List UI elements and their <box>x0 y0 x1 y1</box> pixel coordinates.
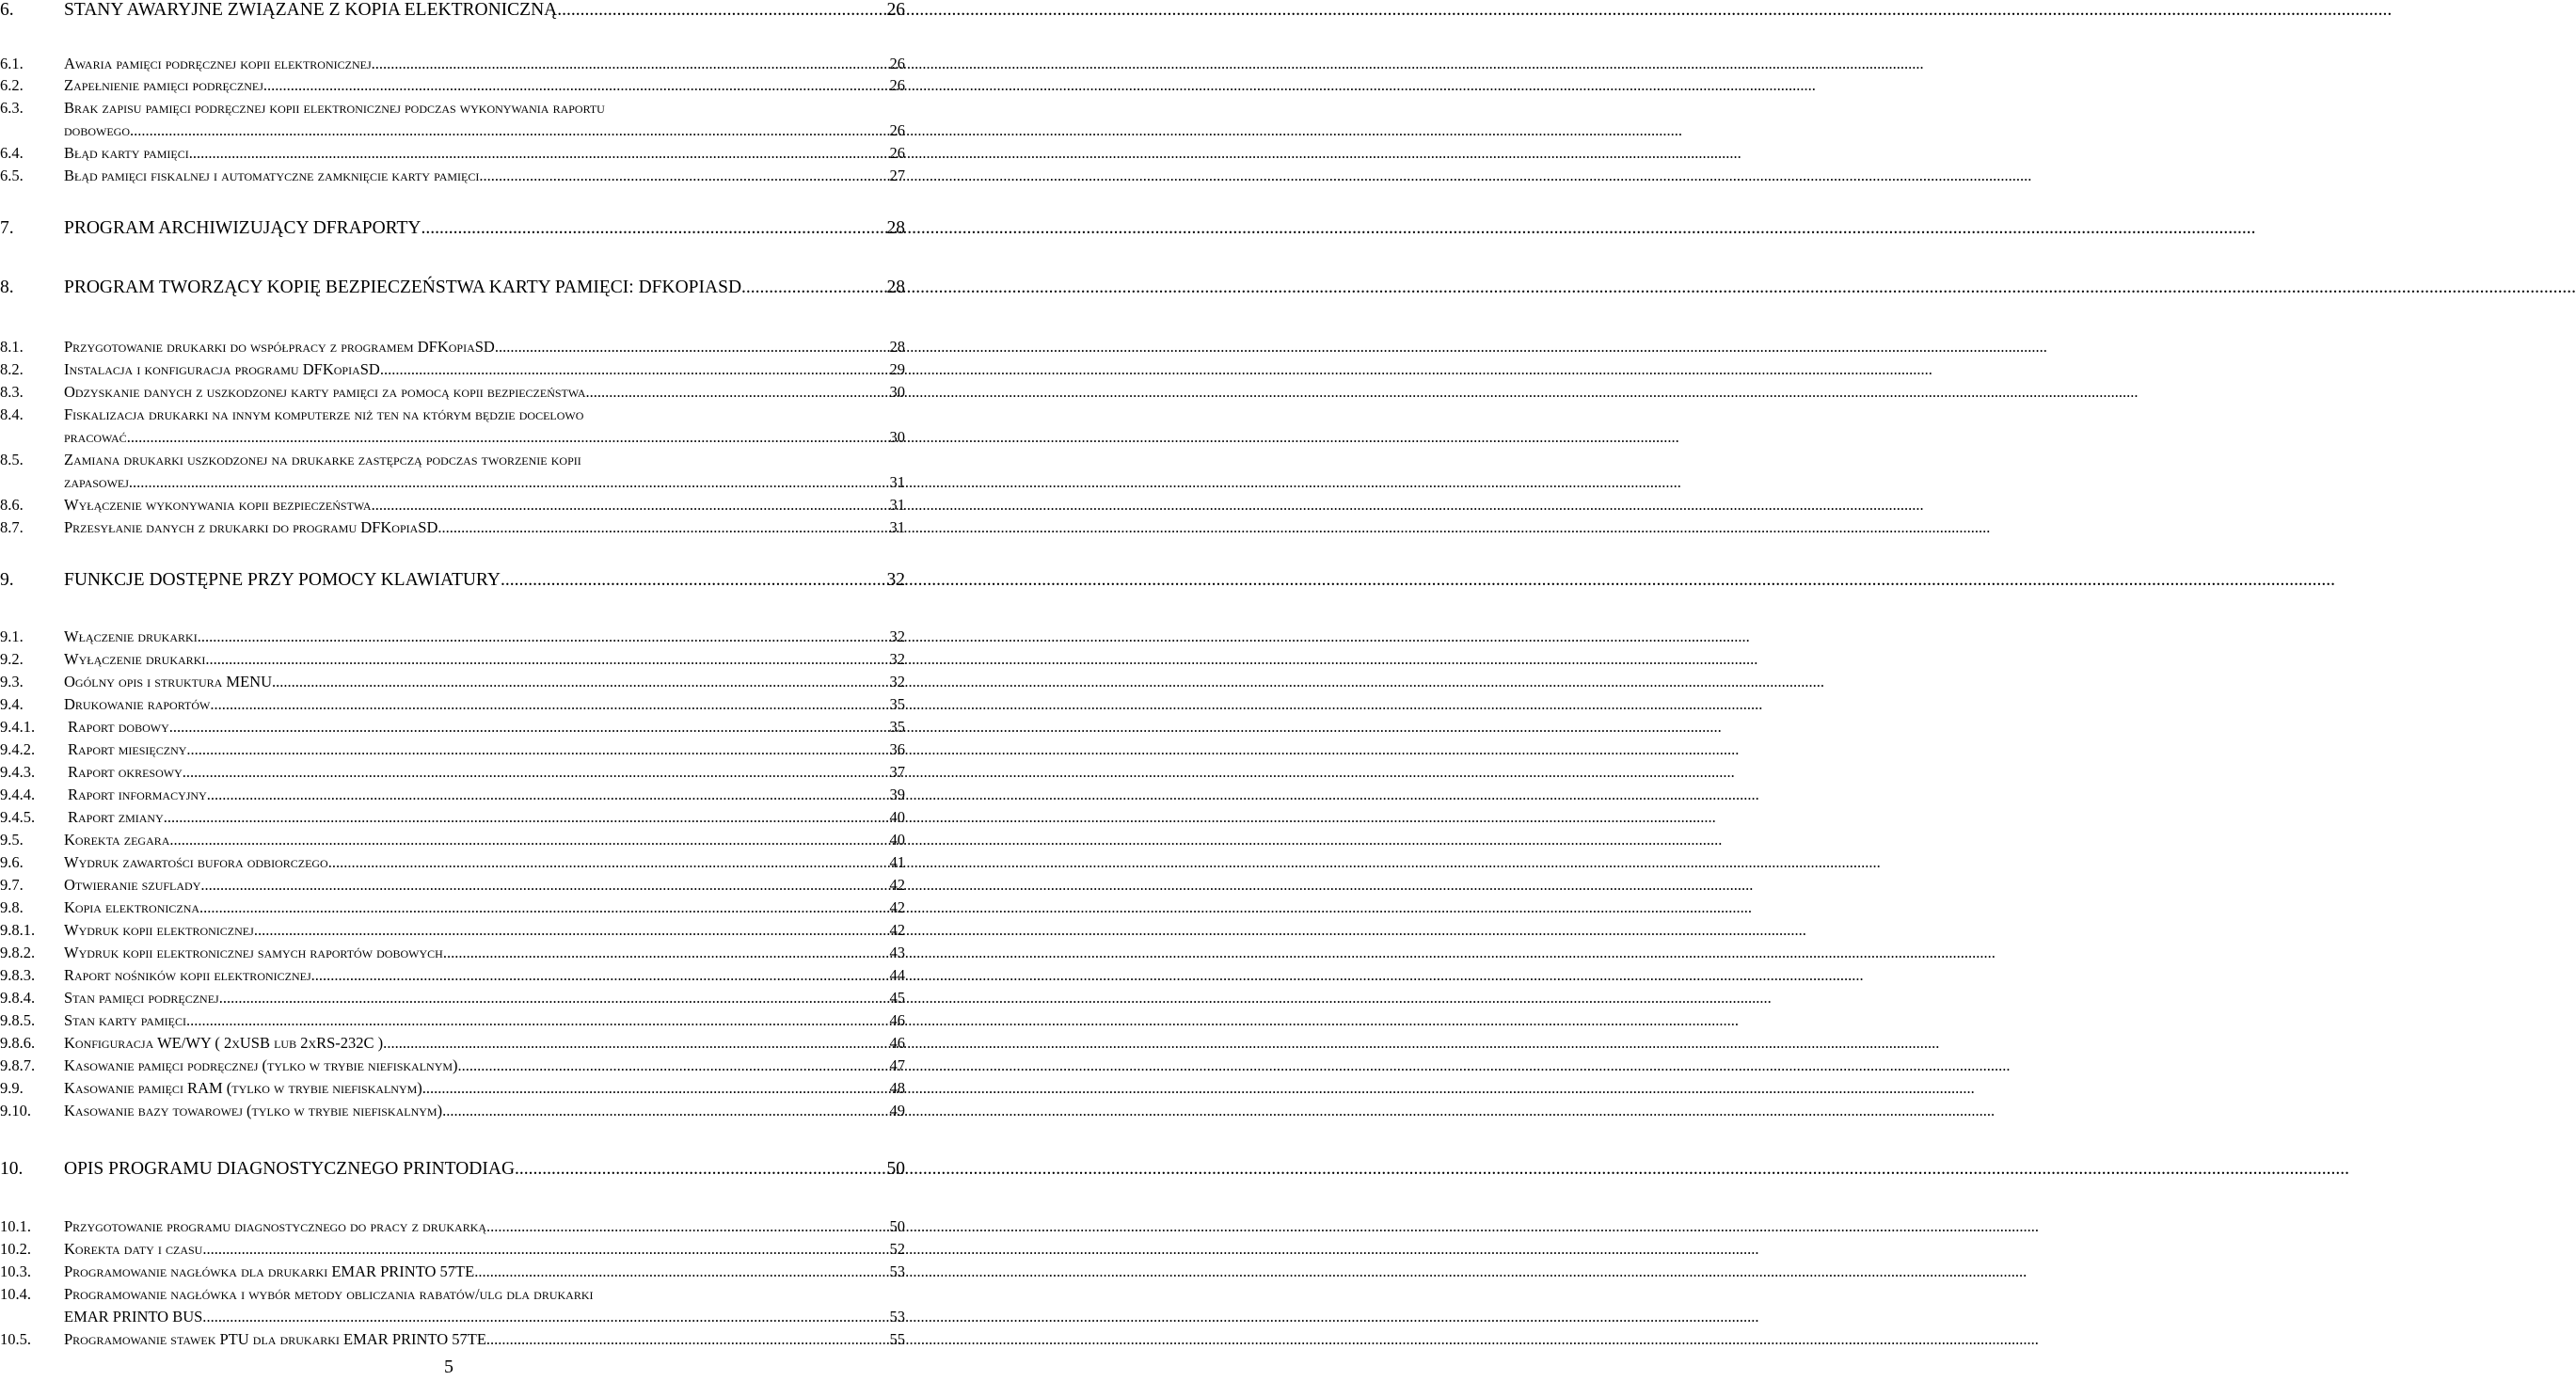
toc-page: 28 <box>889 338 905 356</box>
toc-entry[interactable] <box>0 1078 905 1099</box>
toc-entry[interactable] <box>0 278 905 298</box>
toc-number: 10.4. <box>0 1285 31 1303</box>
toc-page: 29 <box>889 360 905 378</box>
toc-page: 37 <box>889 763 905 781</box>
toc-page: 30 <box>889 428 905 446</box>
toc-title: Kasowanie pamięci RAM (tylko w trybie niefiskalnym) <box>64 1079 422 1097</box>
toc-title: FUNKCJE DOSTĘPNE PRZY POMOCY KLAWIATURY <box>64 570 501 590</box>
toc-entry[interactable] <box>0 98 905 119</box>
toc-entry[interactable] <box>0 920 905 941</box>
toc-page: 46 <box>889 1011 905 1029</box>
toc-title: Drukowanie raportów <box>64 695 211 713</box>
toc-page: 43 <box>889 944 905 961</box>
page-number: 5 <box>444 1357 453 1377</box>
toc-entry-continuation[interactable] <box>0 427 905 448</box>
toc-page: 42 <box>889 921 905 939</box>
toc-page: 42 <box>889 898 905 916</box>
leader-dots <box>186 739 888 760</box>
toc-entry[interactable] <box>0 1010 905 1031</box>
toc-title: Błąd karty pamięci <box>64 144 189 162</box>
toc-number: 8. <box>0 278 14 297</box>
toc-page: 50 <box>889 1217 905 1235</box>
toc-page: 32 <box>889 627 905 645</box>
toc-title: Raport okresowy <box>68 763 183 781</box>
toc-number: 8.1. <box>0 338 24 356</box>
toc-entry[interactable] <box>0 495 905 516</box>
toc-title: Błąd pamięci fiskalnej i automatyczne zamknięcie karty pamięci <box>64 167 480 184</box>
toc-entry[interactable] <box>0 450 905 470</box>
toc-number: 9.8.3. <box>0 966 36 984</box>
toc-number: 10.1. <box>0 1217 31 1235</box>
toc-entry[interactable] <box>0 1239 905 1260</box>
toc-title: Raport miesięczny <box>68 740 187 758</box>
toc-entry[interactable] <box>0 382 905 403</box>
leader-dots <box>586 382 889 403</box>
toc-number: 10.3. <box>0 1262 31 1280</box>
toc-entry[interactable] <box>0 75 905 96</box>
leader-dots <box>372 54 889 74</box>
leader-dots <box>200 875 888 896</box>
toc-title: PROGRAM TWORZĄCY KOPIĘ BEZPIECZEŃSTWA KARTY PAMIĘCI: DFKOPIASD <box>64 278 742 297</box>
toc-entry[interactable] <box>0 785 905 805</box>
toc-page: 40 <box>889 831 905 849</box>
toc-number: 9.8.1. <box>0 921 36 939</box>
leader-dots <box>169 717 889 738</box>
leader-dots <box>443 943 889 963</box>
toc-title: Wydruk kopii elektronicznej <box>64 921 254 939</box>
toc-entry[interactable] <box>0 672 905 692</box>
toc-page: 45 <box>889 989 905 1007</box>
leader-dots <box>557 0 885 21</box>
toc-page: 52 <box>889 1240 905 1258</box>
toc-entry-continuation[interactable] <box>0 120 905 141</box>
toc-page: 26 <box>889 76 905 94</box>
leader-dots <box>219 988 889 1008</box>
toc-number: 9.6. <box>0 853 24 871</box>
toc-page: 42 <box>889 876 905 894</box>
toc-title: Awaria pamięci podręcznej kopii elektronicznej <box>64 55 372 72</box>
toc-page: 28 <box>886 218 905 238</box>
leader-dots <box>442 1101 888 1121</box>
leader-dots <box>272 672 888 692</box>
leader-dots <box>387 1033 888 1054</box>
leader-dots <box>207 785 889 805</box>
toc-number: 9. <box>0 570 14 590</box>
toc-title: Wyłączenie drukarki <box>64 650 206 668</box>
leader-dots <box>210 694 888 715</box>
toc-title: Brak zapisu pamięci podręcznej kopii elektronicznej podczas wykonywania raportu <box>64 99 605 117</box>
leader-dots <box>486 1216 888 1237</box>
leader-dots <box>164 807 889 828</box>
leader-dots <box>183 762 889 783</box>
toc-title: Raport nośników kopii elektronicznej <box>64 966 311 984</box>
toc-title: Wyłączenie wykonywania kopii bezpieczeństwa <box>64 496 372 514</box>
toc-number: 9.5. <box>0 831 24 849</box>
toc-title: Stan pamięci podręcznej <box>64 989 219 1007</box>
toc-page: 27 <box>889 167 905 184</box>
toc-title-continuation: pracować <box>64 428 127 446</box>
toc-entry[interactable] <box>0 627 905 647</box>
toc-number: 6.1. <box>0 55 24 72</box>
leader-dots <box>741 278 885 298</box>
toc-entry[interactable] <box>0 830 905 850</box>
toc-title: Raport dobowy <box>68 718 169 736</box>
leader-dots <box>205 649 888 670</box>
toc-entry[interactable] <box>0 717 905 738</box>
leader-dots <box>474 1262 888 1282</box>
toc-number: 9.7. <box>0 876 24 894</box>
toc-number: 6. <box>0 0 14 20</box>
toc-page: 26 <box>889 144 905 162</box>
leader-dots <box>199 897 888 918</box>
toc-entry[interactable] <box>0 649 905 670</box>
toc-number: 8.2. <box>0 360 24 378</box>
leader-dots <box>458 1056 889 1076</box>
toc-title: Konfiguracja WE/WY ( 2xUSB lub 2xRS-232C ). <box>64 1034 388 1052</box>
leader-dots <box>263 75 889 96</box>
toc-entry[interactable] <box>0 405 905 425</box>
toc-entry[interactable] <box>0 517 905 538</box>
toc-entry[interactable] <box>0 0 905 21</box>
toc-entry[interactable] <box>0 570 905 591</box>
leader-dots <box>422 1078 889 1099</box>
toc-page: 39 <box>889 786 905 803</box>
toc-title-continuation: zapasowej <box>64 473 129 491</box>
toc-title: Kopia elektroniczna <box>64 898 200 916</box>
leader-dots <box>486 1329 889 1350</box>
toc-entry[interactable] <box>0 694 905 715</box>
toc-entry[interactable] <box>0 762 905 783</box>
toc-title: Raport zmiany <box>68 808 164 826</box>
leader-dots <box>127 427 889 448</box>
toc-entry[interactable] <box>0 1329 905 1350</box>
toc-number: 9.4.2. <box>0 740 36 758</box>
toc-page: 44 <box>889 966 905 984</box>
leader-dots <box>501 570 886 591</box>
toc-entry[interactable] <box>0 1056 905 1076</box>
toc-number: 9.8.7. <box>0 1056 36 1074</box>
toc-page: 26 <box>886 0 905 20</box>
toc-number: 9.4.4. <box>0 786 36 803</box>
leader-dots <box>129 472 889 493</box>
toc-page: 41 <box>889 853 905 871</box>
toc-number: 8.3. <box>0 383 24 401</box>
leader-dots <box>495 337 889 357</box>
leader-dots <box>372 495 889 516</box>
toc-title: Zamiana drukarki uszkodzonej na drukarke zastępczą podczas tworzenie kopii <box>64 451 581 468</box>
toc-entry[interactable] <box>0 337 905 357</box>
leader-dots <box>421 218 886 239</box>
toc-page: 53 <box>889 1262 905 1280</box>
toc-number: 9.10. <box>0 1102 31 1119</box>
toc-page: 26 <box>889 121 905 139</box>
leader-dots <box>186 1010 889 1031</box>
toc-title: Korekta zegara <box>64 831 170 849</box>
leader-dots <box>130 120 889 141</box>
toc-number: 9.8.5. <box>0 1011 36 1029</box>
toc-title: Włączenie drukarki <box>64 627 198 645</box>
toc-number: 9.2. <box>0 650 24 668</box>
leader-dots <box>254 920 889 941</box>
toc-number: 10.5. <box>0 1330 31 1348</box>
toc-title: Przygotowanie programu diagnostycznego do pracy z drukarką <box>64 1217 487 1235</box>
toc-page: 31 <box>889 518 905 536</box>
toc-page: 55 <box>889 1330 905 1348</box>
toc-entry[interactable] <box>0 807 905 828</box>
toc-page: 26 <box>889 55 905 72</box>
toc-title: Programowanie nagłówka i wybór metody obliczania rabatów/ulg dla drukarki <box>64 1285 594 1303</box>
toc-title: Wydruk zawartości bufora odbiorczego <box>64 853 328 871</box>
toc-title: Programowanie stawek PTU dla drukarki EMAR PRINTO 57TE <box>64 1330 486 1348</box>
toc-title: Stan karty pamięci <box>64 1011 186 1029</box>
toc-number: 9.4.5. <box>0 808 36 826</box>
toc-number: 9.4.1. <box>0 718 36 736</box>
toc-title: Korekta daty i czasu. <box>64 1240 207 1258</box>
toc-number: 9.4. <box>0 695 24 713</box>
toc-page: 32 <box>886 570 905 590</box>
toc-title: Raport informacyjny <box>68 786 207 803</box>
leader-dots <box>437 517 888 538</box>
toc-page: 35 <box>889 695 905 713</box>
toc-page: 28 <box>886 278 905 297</box>
toc-page: 32 <box>889 673 905 690</box>
toc-page: 46 <box>889 1034 905 1052</box>
toc-page: 30 <box>889 383 905 401</box>
toc-title: Ogólny opis i struktura MENU <box>64 673 273 690</box>
toc-page: 31 <box>889 496 905 514</box>
toc-entry-continuation[interactable] <box>0 1307 905 1327</box>
toc-entry[interactable] <box>0 965 905 986</box>
leader-dots <box>206 1239 888 1260</box>
toc-page: 53 <box>889 1308 905 1325</box>
toc-title: Kasowanie pamięci podręcznej (tylko w trybie niefiskalnym) <box>64 1056 458 1074</box>
toc-page: 35 <box>889 718 905 736</box>
toc-entry[interactable] <box>0 1159 905 1180</box>
toc-page: 50 <box>886 1159 905 1179</box>
toc-title: STANY AWARYJNE ZWIĄZANE Z KOPIA ELEKTRONICZNĄ <box>64 0 558 20</box>
toc-number: 6.4. <box>0 144 24 162</box>
toc-entry[interactable] <box>0 143 905 164</box>
toc-title-continuation: dobowego <box>64 121 130 139</box>
toc-entry[interactable] <box>0 1284 905 1305</box>
toc-page: 36 <box>889 740 905 758</box>
toc-title: Programowanie nagłówka dla drukarki EMAR PRINTO 57TE <box>64 1262 475 1280</box>
toc-number: 9.1. <box>0 627 24 645</box>
toc-title: Przesyłanie danych z drukarki do programu DFKopiaSD <box>64 518 438 536</box>
leader-dots <box>515 1159 885 1180</box>
toc-title: Odzyskanie danych z uszkodzonej karty pamięci za pomocą kopii bezpieczeństwa <box>64 383 586 401</box>
toc-entry[interactable] <box>0 852 905 873</box>
toc-entry[interactable] <box>0 1262 905 1282</box>
leader-dots <box>380 359 889 380</box>
toc-number: 9.8.2. <box>0 944 36 961</box>
toc-entry-continuation[interactable] <box>0 472 905 493</box>
leader-dots <box>311 965 889 986</box>
toc-number: 6.3. <box>0 99 24 117</box>
leader-dots <box>169 830 888 850</box>
toc-page: 48 <box>889 1079 905 1097</box>
toc-title: Fiskalizacja drukarki na innym komputerze niż ten na którym będzie docelowo <box>64 405 584 423</box>
toc-title: Przygotowanie drukarki do współpracy z programem DFKopiaSD <box>64 338 495 356</box>
toc-number: 10. <box>0 1159 24 1179</box>
toc-entry[interactable] <box>0 359 905 380</box>
toc-number: 8.6. <box>0 496 24 514</box>
toc-page: 32 <box>889 650 905 668</box>
toc-page: 49 <box>889 1102 905 1119</box>
toc-entry[interactable] <box>0 739 905 760</box>
toc-entry[interactable] <box>0 166 905 186</box>
toc-number: 8.5. <box>0 451 24 468</box>
toc-page: 40 <box>889 808 905 826</box>
toc-entry[interactable] <box>0 875 905 896</box>
toc-entry[interactable] <box>0 1216 905 1237</box>
leader-dots <box>479 166 888 186</box>
toc-entry[interactable] <box>0 943 905 963</box>
toc-entry[interactable] <box>0 54 905 74</box>
toc-page: 31 <box>889 473 905 491</box>
toc-title: Zapełnienie pamięci podręcznej <box>64 76 263 94</box>
leader-dots <box>198 627 889 647</box>
toc-number: 10.2. <box>0 1240 31 1258</box>
toc-number: 8.4. <box>0 405 24 423</box>
toc-title: PROGRAM ARCHIWIZUJĄCY DFRAPORTY <box>64 218 421 238</box>
toc-number: 6.5. <box>0 167 24 184</box>
leader-dots <box>206 1307 888 1327</box>
toc-entry[interactable] <box>0 897 905 918</box>
toc-title: Otwieranie szuflady <box>64 876 201 894</box>
toc-number: 7. <box>0 218 14 238</box>
toc-title: Wydruk kopii elektronicznej samych raportów dobowych <box>64 944 443 961</box>
toc-title: Instalacja i konfiguracja programu DFKopiaSD <box>64 360 380 378</box>
toc-number: 9.8.6. <box>0 1034 36 1052</box>
toc-number: 9.8. <box>0 898 24 916</box>
toc-number: 8.7. <box>0 518 24 536</box>
leader-dots <box>328 852 889 873</box>
toc-entry[interactable] <box>0 1033 905 1054</box>
toc-title: Kasowanie bazy towarowej (tylko w trybie niefiskalnym) <box>64 1102 443 1119</box>
toc-entry[interactable] <box>0 218 905 239</box>
toc-number: 9.4.3. <box>0 763 36 781</box>
toc-number: 6.2. <box>0 76 24 94</box>
toc-title: OPIS PROGRAMU DIAGNOSTYCZNEGO PRINTODIAG <box>64 1159 516 1179</box>
toc-entry[interactable] <box>0 988 905 1008</box>
leader-dots <box>189 143 889 164</box>
toc-number: 9.9. <box>0 1079 24 1097</box>
toc-entry[interactable] <box>0 1101 905 1121</box>
toc-number: 9.3. <box>0 673 24 690</box>
toc-title-continuation: EMAR PRINTO BUS. <box>64 1308 207 1325</box>
toc-number: 9.8.4. <box>0 989 36 1007</box>
toc-page: 47 <box>889 1056 905 1074</box>
